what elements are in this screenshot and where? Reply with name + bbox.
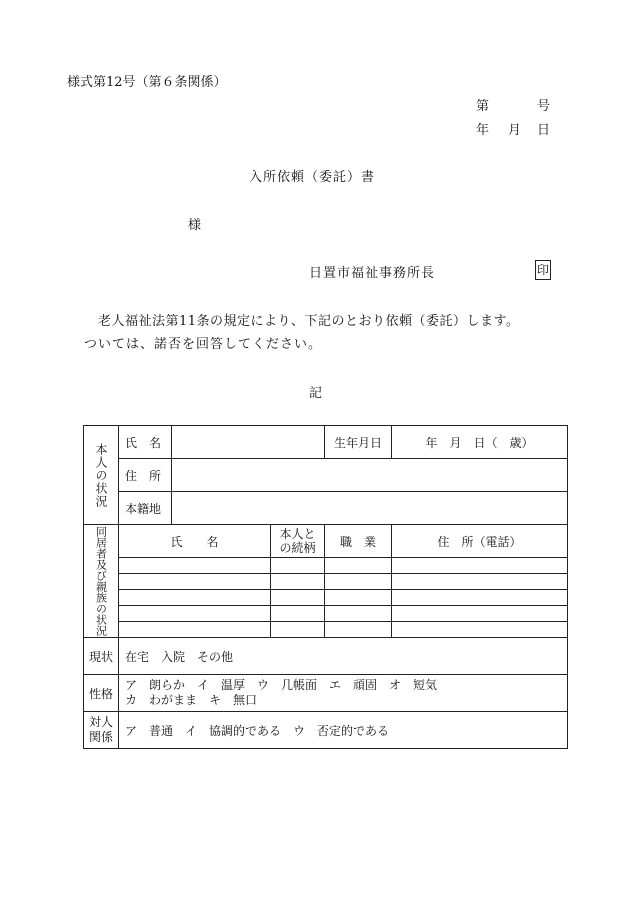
doc-number-dai: 第 — [476, 99, 490, 114]
date-month: 月 — [508, 123, 522, 138]
household-row — [84, 590, 568, 606]
household-header-row — [84, 525, 568, 558]
date-year: 年 — [476, 123, 490, 138]
household-relation-field[interactable] — [271, 606, 325, 622]
name-label: 氏 名 — [119, 426, 172, 459]
relations-row — [84, 712, 568, 749]
ki-heading: 記 — [309, 386, 323, 401]
household-relation-field[interactable] — [271, 622, 325, 638]
person-domicile-row — [84, 492, 568, 525]
date-day: 日 — [537, 123, 551, 138]
character-label: 性格 — [84, 675, 119, 712]
character-value[interactable] — [119, 675, 568, 712]
sender-name: 日置市福祉事務所長 — [309, 266, 436, 281]
household-section-label: 同居者及び親族の状況 — [94, 526, 108, 636]
person-section-cell — [84, 426, 119, 525]
person-name-row — [84, 426, 568, 459]
household-address-field[interactable] — [392, 558, 568, 574]
household-name-field[interactable] — [119, 590, 271, 606]
household-name-field[interactable] — [119, 558, 271, 574]
relations-value[interactable]: ア 普通 イ 協調的である ウ 否定的である — [119, 712, 568, 749]
household-address-field[interactable] — [392, 590, 568, 606]
character-line-1: ア 朗らか イ 温厚 ウ 几帳面 エ 頑固 オ 短気 — [125, 678, 438, 692]
household-job-field[interactable] — [325, 590, 392, 606]
status-row — [84, 638, 568, 675]
household-section-cell — [84, 525, 119, 638]
person-address-row — [84, 459, 568, 492]
col-job-header: 職 業 — [325, 525, 392, 558]
col-name-header: 氏 名 — [119, 525, 271, 558]
seal-mark: 印 — [535, 260, 551, 280]
household-name-field[interactable] — [119, 574, 271, 590]
status-value[interactable]: 在宅 入院 その他 — [119, 638, 568, 675]
status-label: 現状 — [84, 638, 119, 675]
household-relation-field[interactable] — [271, 590, 325, 606]
household-job-field[interactable] — [325, 574, 392, 590]
household-job-field[interactable] — [325, 558, 392, 574]
character-line-2: カ わがまま キ 無口 — [125, 693, 258, 707]
form-number: 様式第12号（第６条関係） — [67, 75, 227, 90]
household-row — [84, 558, 568, 574]
birth-value-field[interactable]: 年 月 日（ 歳） — [392, 426, 568, 459]
doc-number-go: 号 — [537, 99, 551, 114]
person-section-label: 本人の状況 — [94, 442, 108, 508]
household-job-field[interactable] — [325, 622, 392, 638]
col-relation-header — [271, 525, 325, 558]
addressee-suffix: 様 — [188, 218, 202, 233]
household-address-field[interactable] — [392, 622, 568, 638]
relations-label — [84, 712, 119, 749]
col-relation-line-1: 本人と — [279, 527, 316, 541]
body-line-2: ついては、諾否を回答してください。 — [84, 337, 323, 352]
household-row — [84, 606, 568, 622]
relations-label-line-1: 対人 — [88, 715, 113, 729]
relations-label-line-2: 関係 — [88, 730, 113, 744]
household-address-field[interactable] — [392, 606, 568, 622]
body-line-1: 老人福祉法第11条の規定により、下記のとおり依頼（委託）します。 — [98, 314, 520, 329]
document-title: 入所依頼（委託）書 — [249, 170, 376, 185]
domicile-value-field[interactable] — [172, 492, 568, 525]
character-row — [84, 675, 568, 712]
name-value-field[interactable] — [172, 426, 325, 459]
household-row — [84, 622, 568, 638]
address-label: 住 所 — [119, 459, 172, 492]
household-relation-field[interactable] — [271, 574, 325, 590]
address-value-field[interactable] — [172, 459, 568, 492]
form-table — [83, 425, 568, 749]
household-address-field[interactable] — [392, 574, 568, 590]
col-relation-line-2: の続柄 — [279, 541, 316, 555]
household-job-field[interactable] — [325, 606, 392, 622]
birth-label: 生年月日 — [325, 426, 392, 459]
household-name-field[interactable] — [119, 606, 271, 622]
household-row — [84, 574, 568, 590]
household-relation-field[interactable] — [271, 558, 325, 574]
domicile-label: 本籍地 — [119, 492, 172, 525]
col-address-header: 住 所（電話） — [392, 525, 568, 558]
household-name-field[interactable] — [119, 622, 271, 638]
